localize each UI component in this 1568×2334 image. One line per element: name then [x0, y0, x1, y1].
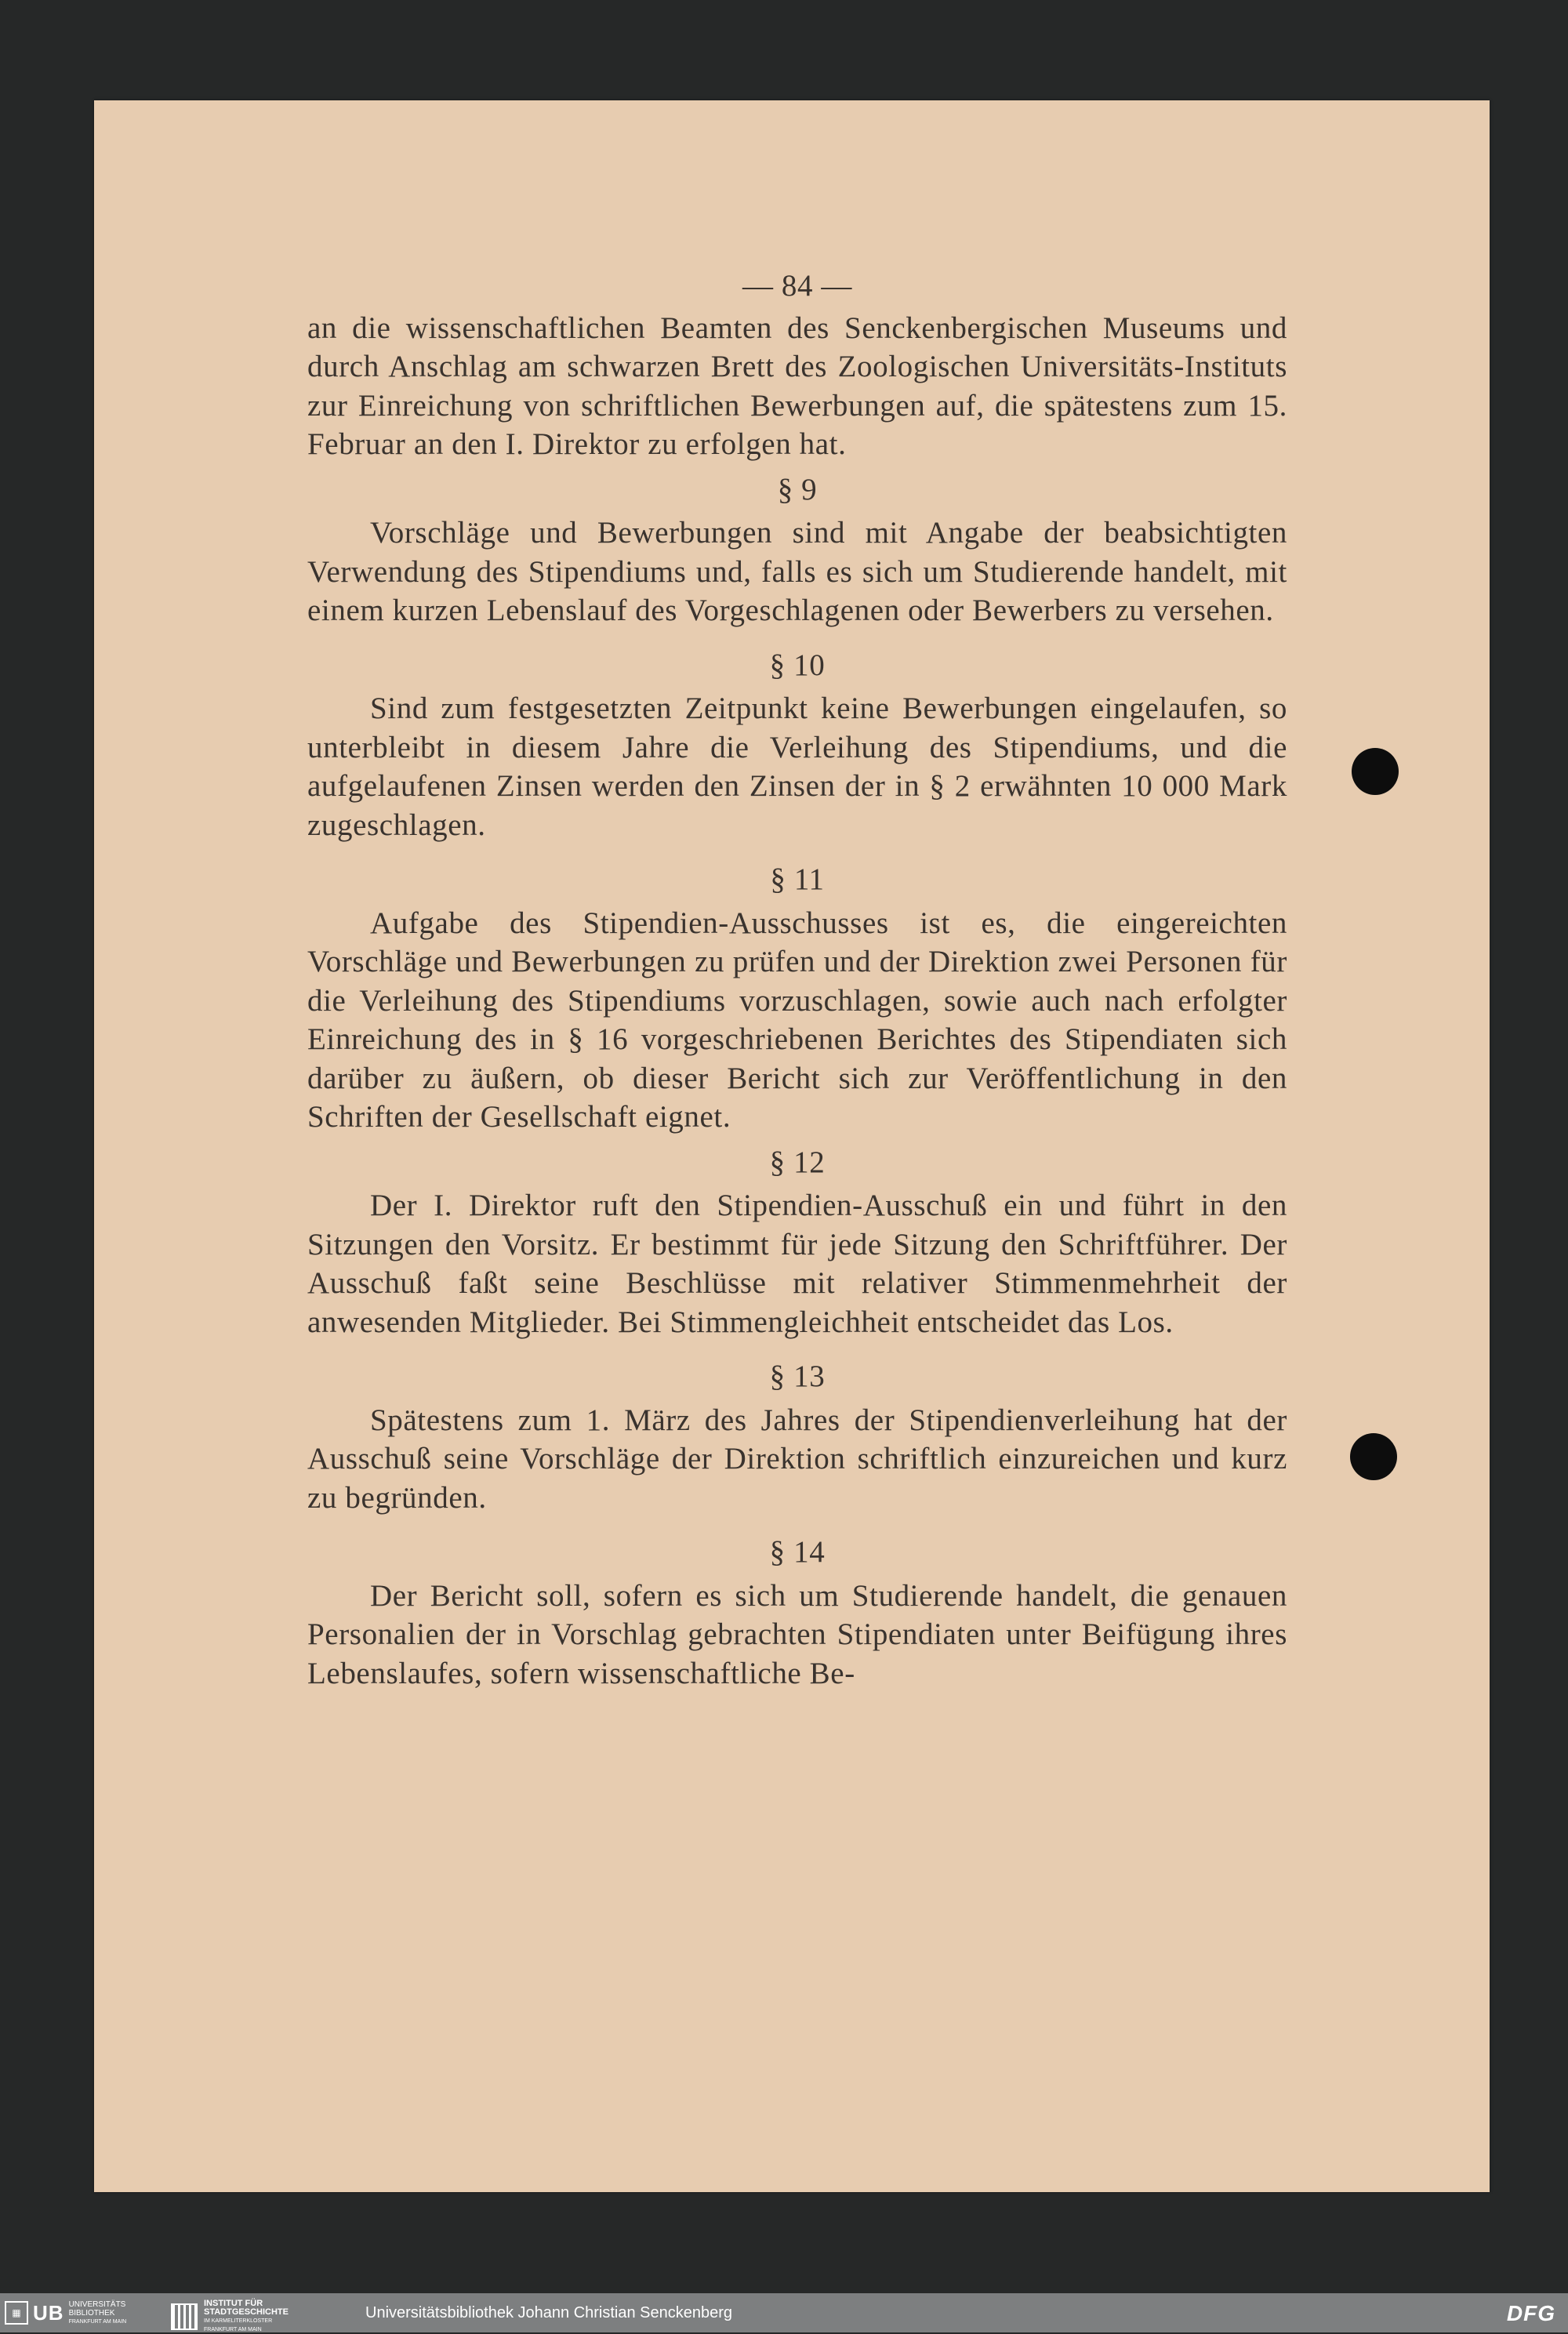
section-heading-9: § 9	[777, 472, 818, 506]
dfg-logo: DFG	[1506, 2301, 1555, 2325]
ub-emblem-icon: ▦	[5, 2301, 28, 2325]
section-text-11: Aufgabe des Stipendien-Ausschusses ist es, die eingereichten Vorschläge und Bewerbungen zu prüfen und der Direktion zwei Personen für die Verleihung des Stipendiums vorzuschlagen, sowie auch nach erfolgter Einreichung des in § 16 vorgeschriebenen Berichtes des Stipendiaten sich darüber zu äußern, ob dieser Bericht sich zur Veröffentlichung in den Schriften der Gesellschaft eignet.	[307, 906, 1287, 1134]
ifs-emblem-icon	[171, 2303, 198, 2330]
section-text-12: Der I. Direktor ruft den Stipendien-Ausschuß ein und führt in den Sitzungen den Vorsitz. Er bestimmt für jede Sitzung den Schriftführer. Der Ausschuß faßt seine Beschlüsse mit relativer Stimmenmehrheit der anwesenden Mitglieder. Bei Stimmengleichheit entscheidet das Los.	[307, 1189, 1287, 1339]
section-heading-13: § 13	[769, 1359, 826, 1393]
ub-letters: UB	[33, 2300, 64, 2325]
section-text-9: Vorschläge und Bewerbungen sind mit Angabe der beabsichtigten Verwendung des Stipendiums und, falls es sich um Studierende handelt, mit einem kurzen Lebenslauf des Vorgeschlagenen oder Bewerbers zu versehen.	[307, 516, 1287, 627]
footer-bar	[0, 2293, 1568, 2332]
opening-paragraph: an die wissenschaftlichen Beamten des Senckenbergischen Museums und durch Anschlag am schwarzen Brett des Zoologischen Universitäts-Instituts zur Einreichung von schriftlichen Bewerbungen auf, die spätestens zum 15. Februar an den I. Direktor zu erfolgen hat.	[307, 310, 1287, 461]
ub-logo	[5, 2300, 126, 2326]
section-text-14: Der Bericht soll, sofern es sich um Studierende handelt, die genauen Personalien der in Vorschlag gebrachten Stipendiaten unter Beifügung ihres Lebenslaufes, sofern wissenschaftliche Be-	[307, 1578, 1287, 1690]
section-text-10: Sind zum festgesetzten Zeitpunkt keine Bewerbungen eingelaufen, so unterbleibt in diesem Jahre die Verleihung des Stipendiums, und die aufgelaufenen Zinsen werden den Zinsen der in § 2 erwähnten 10 000 Mark zugeschlagen.	[307, 691, 1287, 842]
page-text	[307, 267, 1287, 1693]
ifs-caption: INSTITUT FÜR STADTGESCHICHTE IM KARMELITERKLOSTER FRANKFURT AM MAIN	[204, 2299, 289, 2332]
page-number: — 84 —	[742, 269, 853, 303]
library-name: Universitätsbibliothek Johann Christian Senckenberg	[365, 2304, 733, 2321]
section-heading-11: § 11	[770, 862, 825, 896]
section-heading-10: § 10	[769, 648, 826, 682]
punch-hole-bottom	[1350, 1433, 1397, 1480]
ub-caption: UNIVERSITÄTS BIBLIOTHEK FRANKFURT AM MAIN	[68, 2300, 127, 2325]
section-heading-14: § 14	[769, 1535, 826, 1569]
section-heading-12: § 12	[769, 1145, 826, 1179]
section-text-13: Spätestens zum 1. März des Jahres der Stipendienverleihung hat der Ausschuß seine Vorschläge der Direktion schriftlich einzureichen und kurz zu begründen.	[307, 1403, 1287, 1515]
punch-hole-top	[1352, 748, 1399, 795]
ifs-logo	[171, 2300, 289, 2334]
